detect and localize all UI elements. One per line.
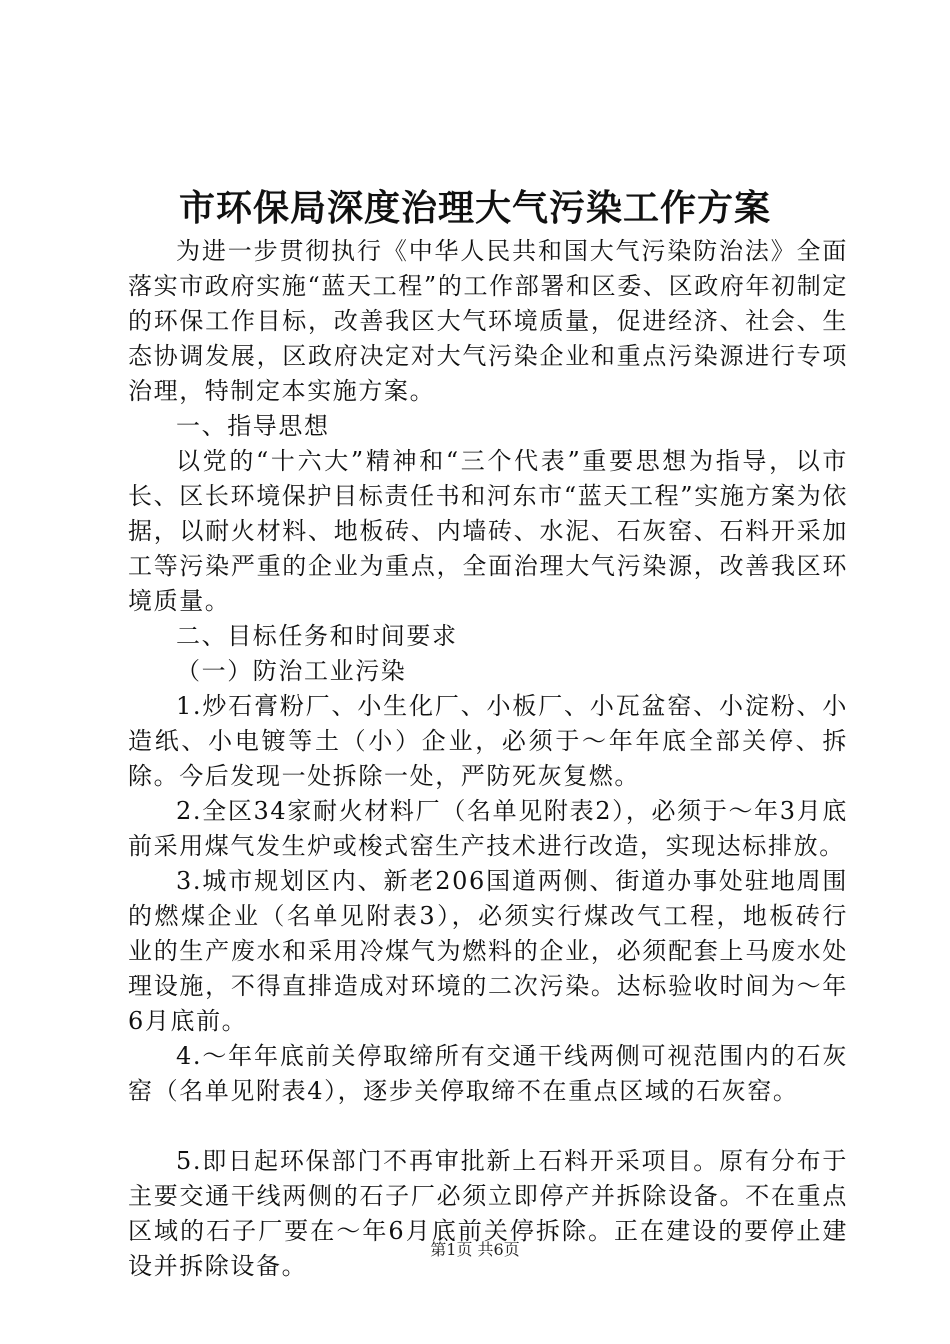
section-heading-guiding-ideology: 一、指导思想 — [176, 412, 330, 440]
subsection-heading-industrial-pollution: （一）防治工业污染 — [176, 657, 407, 685]
section-heading-targets: 二、目标任务和时间要求 — [176, 622, 458, 650]
item-paragraph-4: 4.～年年底前关停取缔所有交通干线两侧可视范围内的石灰窑（名单见附表4），逐步关停取缔不在重点区域的石灰窑。 — [128, 1042, 848, 1105]
document-title: 市环保局深度治理大气污染工作方案 — [178, 187, 771, 229]
page-number-footer: 第1页 共6页 — [430, 1240, 520, 1259]
intro-paragraph: 为进一步贯彻执行《中华人民共和国大气污染防治法》全面落实市政府实施“蓝天工程”的工作部署和区委、区政府年初制定的环保工作目标，改善我区大气环境质量，促进经济、社会、生态协调发展，区政府决定对大气污染企业和重点污染源进行专项治理，特制定本实施方案。 — [128, 237, 848, 405]
item-paragraph-2: 2.全区34家耐火材料厂（名单见附表2），必须于～年3月底前采用煤气发生炉或梭式窑生产技术进行改造，实现达标排放。 — [128, 797, 848, 860]
item-paragraph-1: 1.炒石膏粉厂、小生化厂、小板厂、小瓦盆窑、小淀粉、小造纸、小电镀等土（小）企业，必须于～年年底全部关停、拆除。今后发现一处拆除一处，严防死灰复燃。 — [128, 692, 848, 790]
item-paragraph-3: 3.城市规划区内、新老206国道两侧、街道办事处驻地周围的燃煤企业（名单见附表3），必须实行煤改气工程，地板砖行业的生产废水和采用冷煤气为燃料的企业，必须配套上马废水处理设施，不得直排造成对环境的二次污染。达标验收时间为～年6月底前。 — [128, 867, 848, 1035]
guiding-ideology-paragraph: 以党的“十六大”精神和“三个代表”重要思想为指导，以市长、区长环境保护目标责任书和河东市“蓝天工程”实施方案为依据，以耐火材料、地板砖、内墙砖、水泥、石灰窑、石料开采加工等污染严重的企业为重点，全面治理大气污染源，改善我区环境质量。 — [128, 447, 848, 615]
document-body — [128, 234, 848, 1284]
item-paragraph-5: 5.即日起环保部门不再审批新上石料开采项目。原有分布于主要交通干线两侧的石子厂必须立即停产并拆除设备。不在重点区域的石子厂要在～年6月底前关停拆除。正在建设的要停止建设并拆除设备。 — [128, 1147, 848, 1280]
